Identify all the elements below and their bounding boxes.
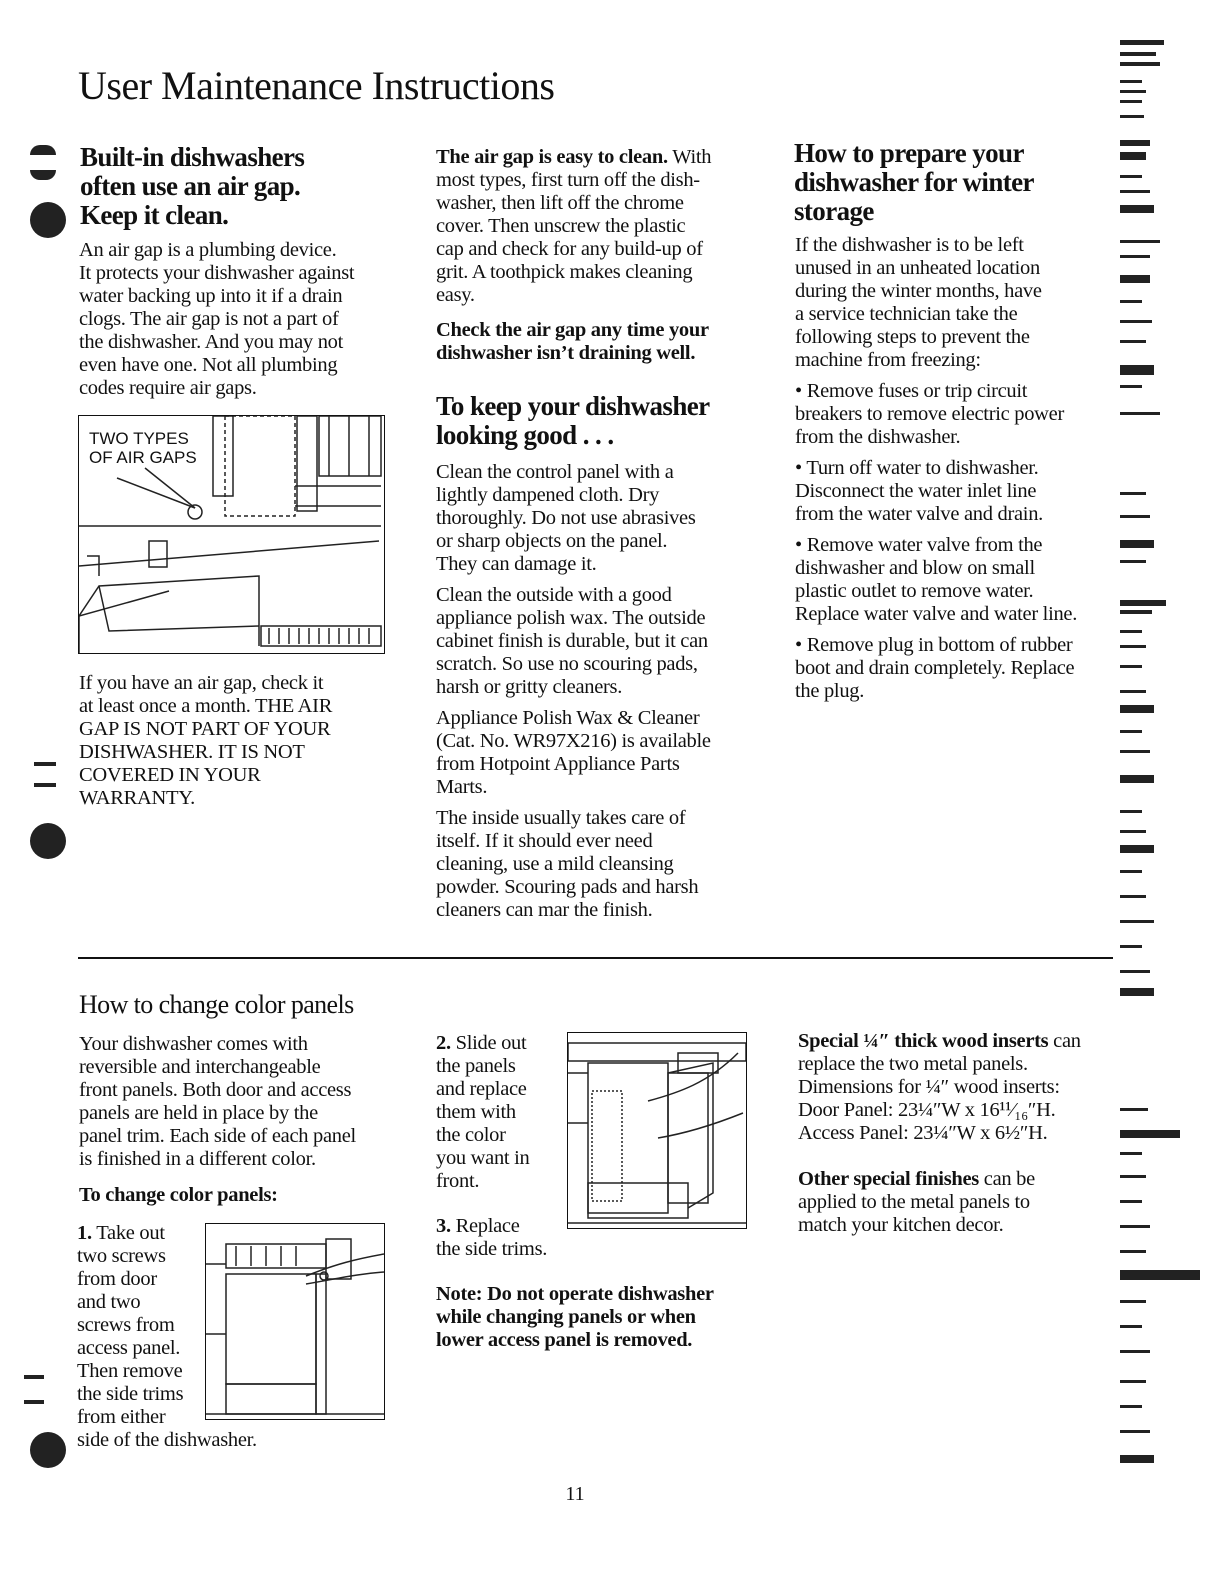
air-gap-heading: Built-in dishwashers often use an air gap. Keep it clean.: [80, 142, 305, 230]
winter-storage-body: If the dishwasher is to be left unused in an unheated location during the winter months, have a service technician take the following steps to prevent the machine from freezing: • Remove fuses or trip circuit breakers to remove electric power from the dishwasher. • Turn off water to dishwasher. Disconnect the water inlet line from the water valve and drain. • Remove water valve from the dishwasher and blow on small plastic outlet to remove water. Replace water valve and water line. • Remove plug in bottom of rubber boot and drain completely. Replace the plug.: [795, 234, 1105, 703]
section-divider: [78, 957, 1113, 959]
winter-step: • Remove plug in bottom of rubber boot and drain completely. Replace the plug.: [795, 634, 1105, 703]
color-panels-subheading: To change color panels:: [79, 1184, 278, 1206]
looking-good-heading: To keep your dishwasher looking good . . .: [436, 391, 710, 450]
special-finishes-info: Other special finishes can be applied to the metal panels to match your kitchen decor.: [798, 1168, 1035, 1236]
step-1: 1. Take out two screws from door and two screws from access panel. Then remove the side trims from either side of the dishwasher.: [77, 1222, 257, 1451]
binder-hole: [30, 202, 66, 238]
color-panels-intro: Your dishwasher comes with reversible and interchangeable front panels. Both door and access panels are held in place by the panel trim. Each side of each panel is finished in a different color.: [79, 1033, 356, 1170]
air-gap-intro: An air gap is a plumbing device. It protects your dishwasher against water backing up into it if a drain clogs. The air gap is not a part of the dishwasher. And you may not even have one. Not all plumbing codes require air gaps.: [79, 239, 355, 399]
binder-hole-mark: [24, 1400, 44, 1404]
binder-hole-mark: [30, 170, 56, 180]
winter-step: • Remove water valve from the dishwasher and blow on small plastic outlet to remove water. Replace water valve and water line.: [795, 534, 1105, 626]
remove-screws-illustration: [205, 1223, 385, 1420]
page-number: 11: [565, 1483, 585, 1505]
air-gap-figure-label: TWO TYPES OF AIR GAPS: [89, 429, 197, 467]
air-gap-check-note: Check the air gap any time your dishwasher isn’t draining well.: [436, 319, 709, 364]
air-gap-warning: If you have an air gap, check it at least once a month. THE AIR GAP IS NOT PART OF YOUR DISHWASHER. IT IS NOT COVERED IN YOUR WARRANTY.: [79, 672, 333, 809]
operation-note: Note: Do not operate dishwasher while changing panels or when lower access panel is removed.: [436, 1283, 714, 1351]
step-3: 3. Replace the side trims.: [436, 1215, 548, 1260]
looking-good-body: Clean the control panel with a lightly dampened cloth. Dry thoroughly. Do not use abrasives or sharp objects on the panel. They can damage it. Clean the outside with a good appliance polish wax. The outside cabinet finish is durable, but it can scratch. So use no scouring pads, harsh or gritty cleaners. Appliance Polish Wax & Cleaner (Cat. No. WR97X216) is available from Hotpoint Appliance Parts Marts. The inside usually takes care of itself. If it should ever need cleaning, use a mild cleansing powder. Scouring pads and harsh cleaners can mar the finish.: [436, 461, 711, 921]
color-panels-heading: How to change color panels: [79, 990, 354, 1019]
scan-edge-marks: [1112, 40, 1202, 1480]
wood-inserts-info: Special ¼″ thick wood inserts can replace the two metal panels. Dimensions for ¼″ wood inserts: Door Panel: 23¼″W x 16¹¹⁄₁₆″H. Access Panel: 23¼″W x 6½″H.: [798, 1030, 1081, 1144]
page-title: User Maintenance Instructions: [78, 63, 555, 108]
binder-hole-mark: [34, 762, 56, 766]
air-gap-illustration: [78, 415, 385, 654]
binder-hole: [30, 1432, 66, 1468]
winter-step: • Turn off water to dishwasher. Disconnect the water inlet line from the water valve and drain.: [795, 457, 1105, 526]
binder-hole: [30, 823, 66, 859]
binder-hole-mark: [34, 783, 56, 787]
binder-hole-mark: [24, 1375, 44, 1379]
winter-storage-heading: How to prepare your dishwasher for winter storage: [794, 138, 1034, 226]
slide-panels-illustration: [567, 1032, 747, 1229]
winter-step: • Remove fuses or trip circuit breakers to remove electric power from the dishwasher.: [795, 380, 1105, 449]
binder-hole-mark: [30, 145, 56, 155]
air-gap-cleaning: The air gap is easy to clean. With most types, first turn off the dish- washer, then lift off the chrome cover. Then unscrew the plastic cap and check for any build-up of grit. A toothpick makes cleaning easy.: [436, 146, 712, 306]
step-2: 2. Slide out the panels and replace them with the color you want in front.: [436, 1032, 530, 1192]
